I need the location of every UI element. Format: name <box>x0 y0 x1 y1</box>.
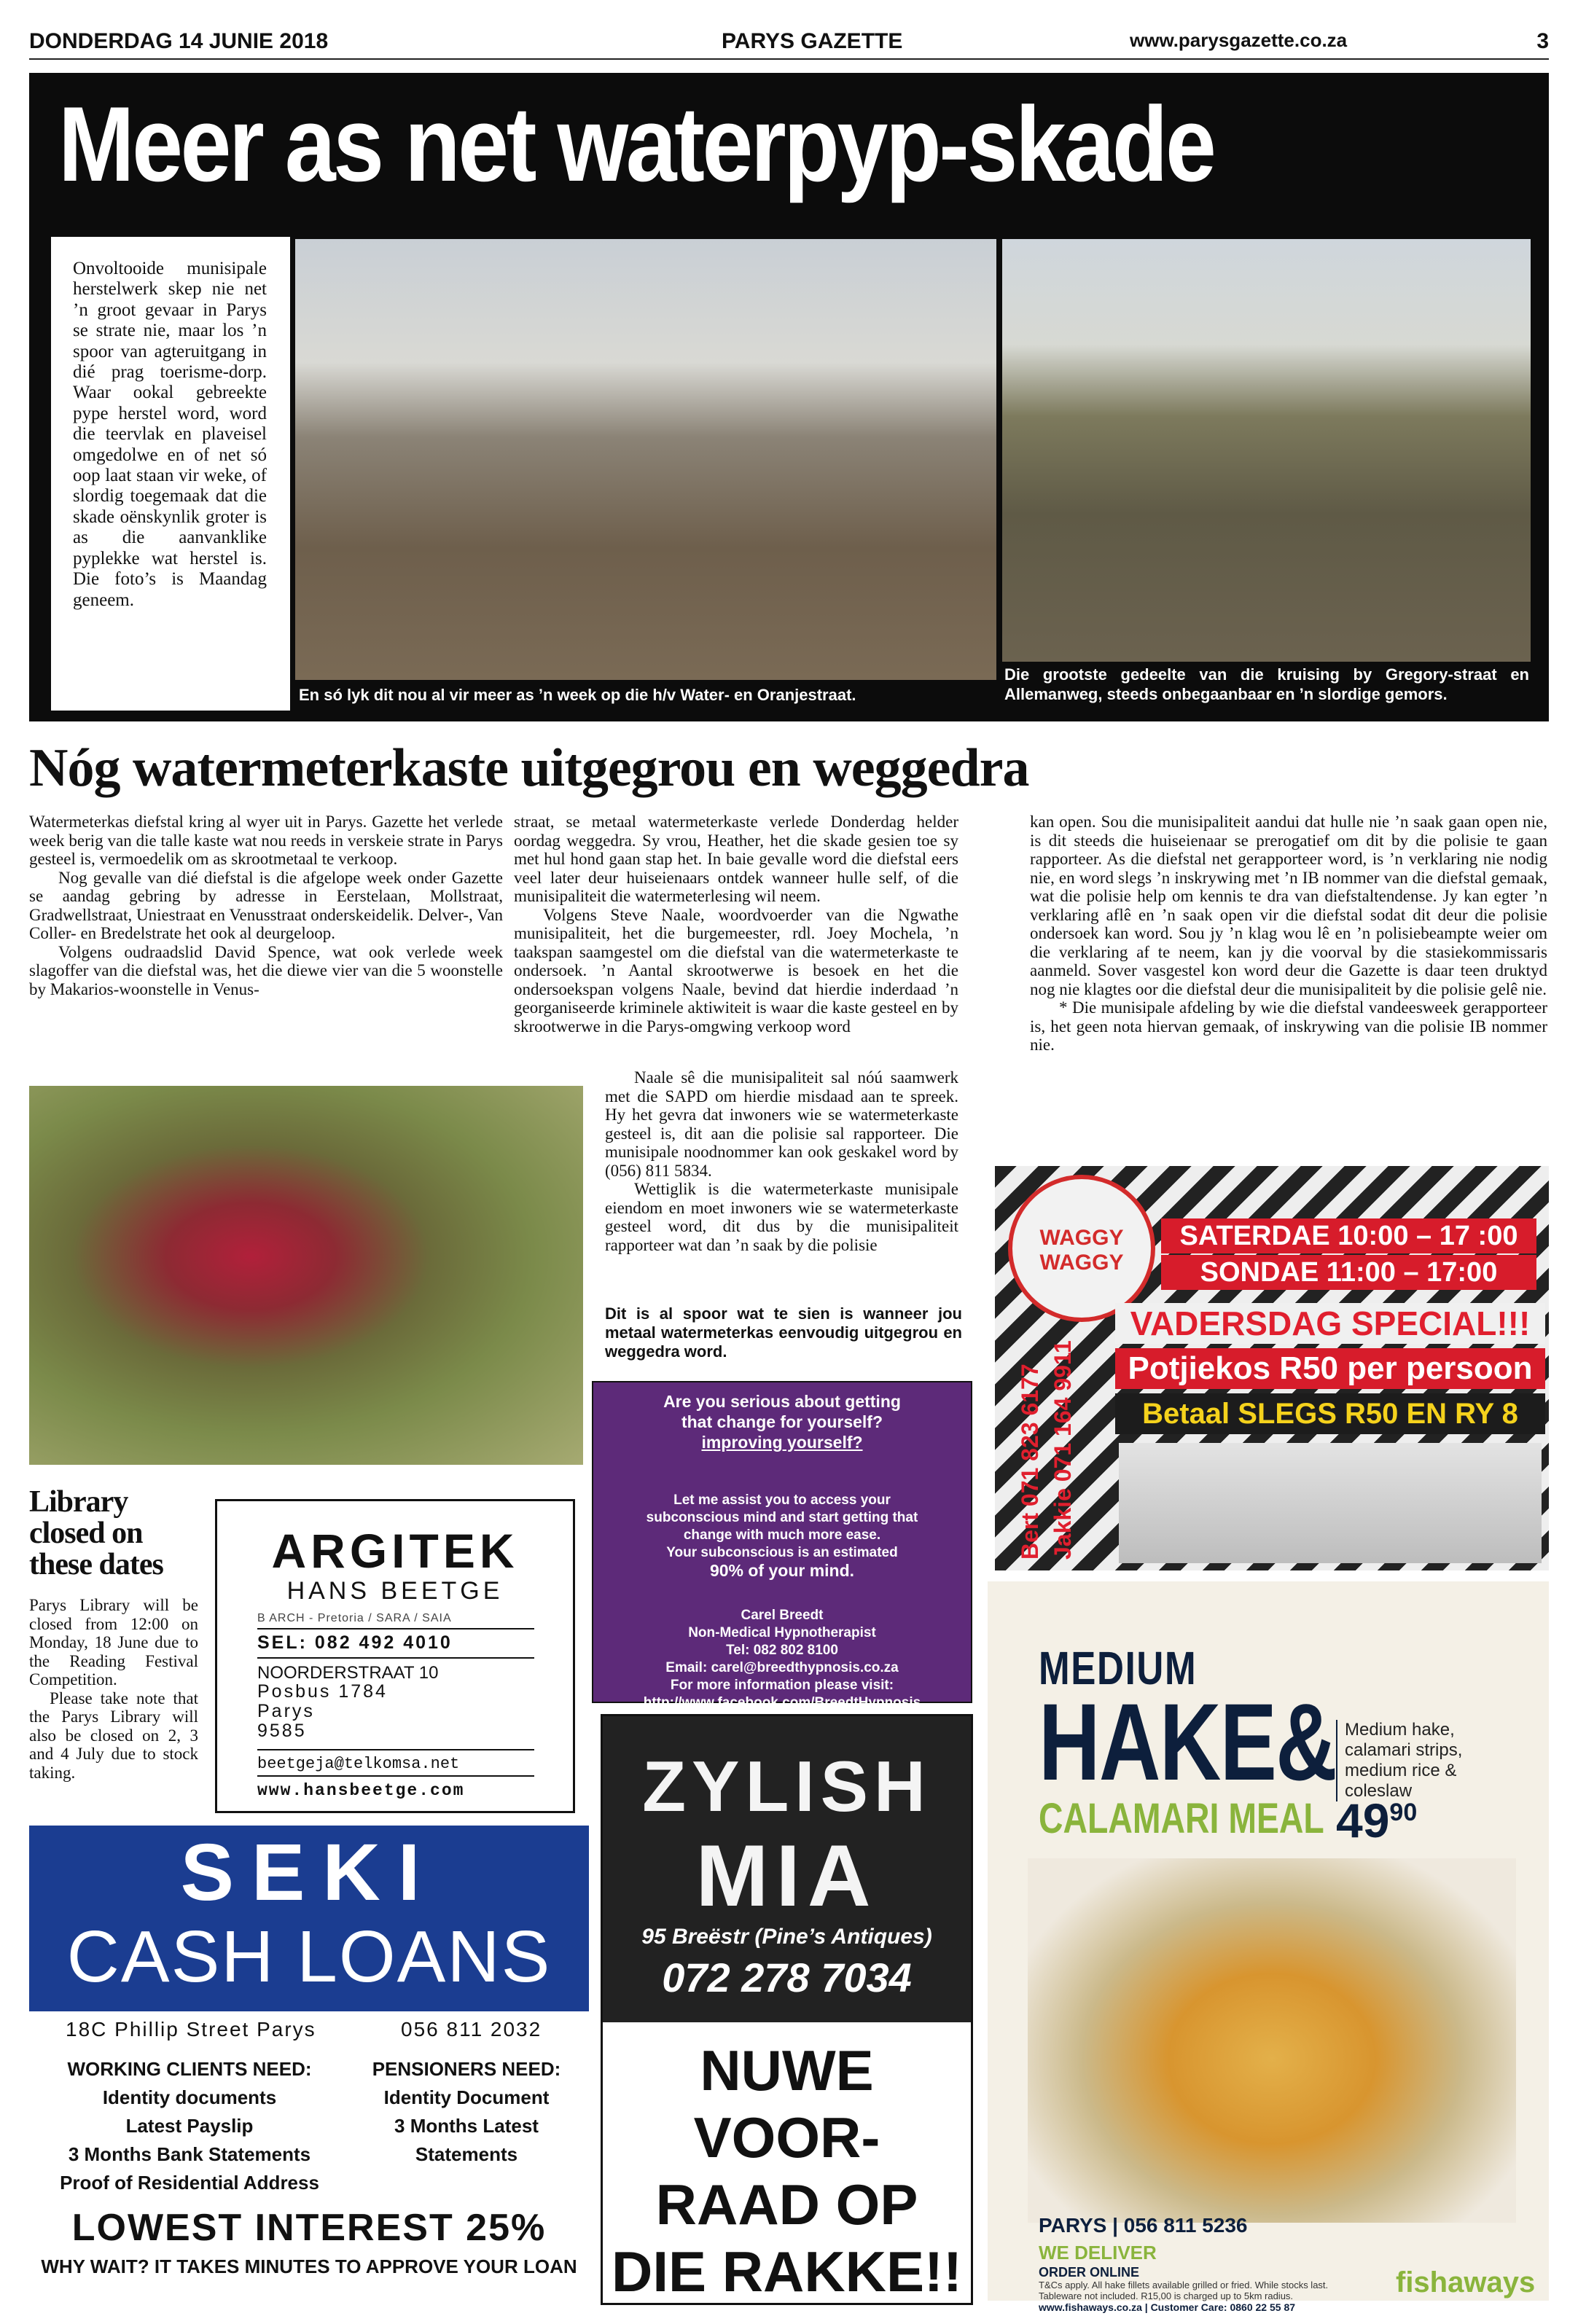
library-headline: Library closed on these dates <box>29 1485 163 1581</box>
tagline-line: RAAD OP <box>655 2172 918 2237</box>
zylish-phone: 072 278 7034 <box>662 1955 912 2000</box>
hypno-phone: Tel: 082 802 8100 <box>726 1643 838 1658</box>
fish-calamari: CALAMARI MEAL <box>1039 1795 1324 1842</box>
intro-text: Onvoltooide munisipale herstelwerk skep nie net ’n groot gevaar in Parys se strate nie, maar los ’n spoor van agteruitgang in dié prag toerisme-dorp. Waar ookal gebreekte pype herstel word, word die teervlak en plaveisel omgedolwe en of net só oop laat staan vir weke, of slordig toegemaak dat die skade oënskynlik groter is as die aanvanklike pyplekke wat herstel is. Die foto’s is Maandag geneem. <box>73 259 267 610</box>
argitek-postal <box>257 1682 476 1741</box>
seki-phone: 056 811 2032 <box>401 2018 542 2041</box>
tagline-line: DIE RAKKE!! <box>612 2239 962 2304</box>
paragraph: Please take note that the Parys Library will also be closed on 2, 3 and 4 July due to stock taking. <box>29 1689 198 1782</box>
seki-banner <box>29 1826 589 2011</box>
waggy-special: VADERSDAG SPECIAL!!! <box>1115 1303 1545 1344</box>
hypno-question <box>593 1382 971 1503</box>
hypno-line: improving yourself? <box>701 1433 863 1452</box>
fish-website[interactable]: www.fishaways.co.za | Customer Care: 0860 22 55 87 <box>1039 2301 1296 2313</box>
photo-caption-1: En só lyk dit nou al vir meer as ’n week op die h/v Water- en Oranjestraat. <box>299 686 856 704</box>
zylish-mia-ad <box>601 1714 973 2305</box>
list-heading: WORKING CLIENTS NEED: <box>67 2058 312 2080</box>
list-item: 3 Months Latest <box>394 2115 539 2137</box>
list-heading: PENSIONERS NEED: <box>372 2058 561 2080</box>
argitek-phone: SEL: 082 492 4010 <box>257 1632 453 1653</box>
hypno-line: subconscious mind and start getting that <box>646 1510 918 1525</box>
argitek-street: NOORDERSTRAAT 10 <box>257 1663 439 1683</box>
argitek-code: 9585 <box>257 1721 307 1741</box>
tagline-line: VOOR- <box>693 2105 880 2170</box>
seki-pensioner-list <box>350 2055 583 2169</box>
waggy-logo-text: WAGGY WAGGY <box>1039 1226 1124 1275</box>
argitek-ad <box>215 1499 575 1813</box>
fish-hake: HAKE& <box>1039 1681 1337 1803</box>
photo-caption-3: Dit is al spoor wat te sien is wanneer jou metaal watermeterkas eenvoudig uitgegrou en weggedra word. <box>605 1304 962 1361</box>
masthead <box>29 26 1549 60</box>
seki-subtitle: CASH LOANS <box>66 1916 552 1998</box>
hypnotherapy-ad <box>592 1381 972 1710</box>
list-item: 3 Months Bank Statements <box>68 2143 311 2165</box>
paper-name: PARYS GAZETTE <box>722 29 903 53</box>
fish-meal-image <box>1028 1858 1516 2223</box>
intro-box <box>51 237 290 711</box>
argitek-town: Parys <box>257 1701 315 1721</box>
paragraph: kan open. Sou die munisipaliteit aandui dat hulle nie ’n saak gaan open nie, is dit steeds die huiseienaar se prerogatief om dit by die polisie te gaan rapporteer. As die diefstal net gerapporteer word, is ’n verklaring nie nodig nie, en word slegs ’n inskrywing met ’n IB nommer van die diefstal gemaak, wat die polisie help om kennis te dra van diefstaltendense. Jy kan egter ’n verklaring aflê en ’n saak open vir die diefstal sodat dit deur die polisie ondersoek kan word. Sou jy ’n klag wou lê en ’n polisiebeampte weier om die verklaring af te neem, kan jy die voorval by die stasiekommissaris aanmeld. Sover vasgestel kon word deur die Gazette is daar teen druktyd nog nie klagtes oor die diefstal deur die munisipaliteit by die polisie gelê nie. <box>1030 813 1547 998</box>
divider <box>257 1657 534 1659</box>
hypno-line: Let me assist you to access your <box>673 1492 891 1508</box>
waggy-price: Betaal SLEGS R50 EN RY 8 <box>1115 1393 1545 1434</box>
price-main: 49 <box>1336 1793 1390 1847</box>
argitek-credentials: B ARCH - Pretoria / SARA / SAIA <box>257 1612 452 1624</box>
article-column-3 <box>1030 813 1547 1055</box>
divider <box>257 1749 534 1750</box>
fish-description: Medium hake, calamari strips, medium rice & coleslaw <box>1336 1720 1476 1801</box>
fish-price <box>1336 1793 1417 1848</box>
fish-medium: MEDIUM <box>1039 1642 1198 1694</box>
paragraph: Wettiglik is die watermeterkaste munisipale eiendom en moet inwoners wie se watermeterkaste gesteel word, dit dus by die munisipaliteit rapporteer wat dan ’n saak by die polisie <box>605 1180 958 1254</box>
waggy-karts-ad <box>995 1166 1549 1570</box>
hypno-more: For more information please visit: <box>670 1678 894 1693</box>
article-column-2-continued <box>605 1068 958 1254</box>
paragraph: Volgens Steve Naale, woordvoerder van die Ngwathe munisipaliteit, het die burgemeester, rdl. Joey Mochela, ’n taakspan saamgestel om die diefstal van die watermeterkaste te ondersoek. ’n Aantal skrootwerwe is besoek en het die ondersoekspan volgens Naale, bevind dat hierdie inderdaad ’n georganiseerde kriminele aktiwiteit is waar die kaste gesteel en by skrootwerwe in die Parys-omgwing verkoop word <box>514 905 958 1036</box>
zylish-name-2: MIA <box>695 1827 878 1925</box>
paragraph: Watermeterkas diefstal kring al wyer uit in Parys. Gazette het verlede week berig van die talle kaste wat nou reeds in verskeie strate in Parys gesteel is, vermoedelik om as skrootmetaal te verkoop. <box>29 813 503 868</box>
list-item: Proof of Residential Address <box>60 2172 319 2194</box>
divider <box>257 1628 534 1629</box>
library-text <box>29 1596 198 1782</box>
fish-branch-phone: PARYS | 056 811 5236 <box>1039 2214 1248 2237</box>
fishaways-ad <box>988 1581 1549 2313</box>
paragraph: Volgens oudraadslid David Spence, wat ook verlede week slagoffer van die diefstal was, het die diewe vier van die 5 woonstelle by Makarios-woonstelle in Venus- <box>29 942 503 998</box>
paragraph: * Die munisipale afdeling by wie die diefstal vandeesweek gerapporteer is, het geen nota hiervan gemaak, of inskrywing van die polisie IB nommer nie. <box>1030 998 1547 1054</box>
fish-order-online[interactable]: ORDER ONLINE <box>1039 2265 1140 2280</box>
go-kart-image <box>1119 1443 1542 1563</box>
waggy-contact-bert: Bert 071 823 6177 <box>1017 1364 1043 1560</box>
fish-deliver: WE DELIVER <box>1039 2242 1157 2264</box>
argitek-email[interactable]: beetgeja@telkomsa.net <box>257 1755 460 1773</box>
waggy-saturday-hours: SATERDAE 10:00 – 17 :00 <box>1161 1218 1536 1253</box>
list-item: Identity Document <box>383 2086 550 2108</box>
divider <box>257 1775 534 1777</box>
argitek-title: ARGITEK <box>271 1524 519 1578</box>
zylish-tagline <box>603 2037 971 2305</box>
website-link[interactable]: www.parysgazette.co.za <box>1130 29 1348 51</box>
hypno-email[interactable]: Email: carel@breedthypnosis.co.za <box>665 1660 899 1675</box>
hypno-role: Non-Medical Hypnotherapist <box>688 1625 876 1640</box>
hypno-line: 90% of your mind. <box>709 1561 855 1580</box>
photo-intersection <box>1002 239 1531 662</box>
paragraph: Naale sê die munisipaliteit sal nóú saamwerk met die SAPD om hierdie misdaad aan te spreek. Hy het gevra dat inwoners wie se watermeterkaste gesteel is, dit aan die polisie sal rapporteer. Die munisipale noodnommer kan ook geskakel word by (056) 811 5834. <box>605 1068 958 1180</box>
waggy-contact-jakkie: Jakkie 071 164 9911 <box>1050 1340 1076 1560</box>
waggy-sunday-hours: SONDAE 11:00 – 17:00 <box>1161 1255 1536 1290</box>
argitek-website[interactable]: www.hansbeetge.com <box>257 1781 465 1800</box>
zylish-banner <box>603 1716 971 2022</box>
seki-ad <box>29 1826 589 2301</box>
issue-date: DONDERDAG 14 JUNIE 2018 <box>29 29 329 53</box>
seki-working-list <box>36 2055 343 2197</box>
list-item: Identity documents <box>102 2086 277 2108</box>
page-number: 3 <box>1536 29 1549 53</box>
zylish-address: 95 Breëstr (Pine’s Antiques) <box>641 1925 932 1949</box>
seki-address: 18C Phillip Street Parys <box>66 2018 316 2041</box>
argitek-name: HANS BEETGE <box>286 1577 504 1605</box>
price-cents: 90 <box>1389 1799 1418 1826</box>
hypno-line: Your subconscious is an estimated <box>666 1545 898 1560</box>
argitek-postbox: Posbus 1784 <box>257 1681 388 1702</box>
seki-interest: LOWEST INTEREST 25% <box>71 2207 547 2249</box>
hypno-name: Carel Breedt <box>741 1608 824 1623</box>
article-column-2 <box>514 813 958 1036</box>
photo-street-trench <box>295 239 996 680</box>
hypno-contact <box>593 1607 971 1712</box>
paragraph: straat, se metaal watermeterkaste verlede Donderdag helder oordag weggedra. Sy vrou, Heather, het die skade gesien toe sy met hul hond gaan stap het. In baie gevalle word die diefstal eers veel later deur huiseienaars ontdek wanneer hulle self, of die munisipaliteit die watermeterlesing wil neem. <box>514 813 958 905</box>
feature-box <box>29 73 1549 721</box>
list-item: Latest Payslip <box>125 2115 254 2137</box>
tagline-line: NUWE <box>700 2038 874 2102</box>
list-item: Statements <box>415 2143 518 2165</box>
fish-terms: T&Cs apply. All hake fillets available grilled or fried. While stocks last. Tableware not included. R15,00 is charged up to 5km radius. <box>1039 2280 1329 2301</box>
photo-meter-hole <box>29 1086 583 1465</box>
seki-tagline: WHY WAIT? IT TAKES MINUTES TO APPROVE YOUR LOAN <box>41 2255 577 2277</box>
paragraph: Parys Library will be closed from 12:00 on Monday, 18 June due to the Reading Festival Competition. <box>29 1596 198 1689</box>
article-column-1 <box>29 813 503 998</box>
hypno-line: change with much more ease. <box>683 1527 881 1543</box>
zylish-name: ZYLISH <box>642 1746 931 1826</box>
hypno-pitch <box>593 1492 971 1579</box>
seki-name: SEKI <box>180 1828 438 1917</box>
fishaways-logo: fishaways <box>1396 2266 1536 2298</box>
hypno-facebook[interactable]: http://www.facebook.com/BreedtHypnosis <box>643 1695 921 1710</box>
hypno-line: that change for yourself? <box>681 1412 883 1431</box>
paragraph: Nog gevalle van dié diefstal is die afgelope week onder Gazette se aandag gebring by adresse in Eerstelaan, Mollstraat, Gradwellstraat, Uniestraat en Venusstraat onderskeidelik. Delver-, Van Coller- en Bredelstrate het ook al deurgeloop. <box>29 868 503 942</box>
hypno-line: Are you serious about getting <box>663 1392 901 1411</box>
article-headline: Nóg watermeterkaste uitgegrou en weggedra <box>29 738 1029 798</box>
feature-headline: Meer as net waterpyp-skade <box>58 85 1214 203</box>
waggy-potjiekos: Potjiekos R50 per persoon <box>1115 1348 1545 1389</box>
photo-caption-2: Die grootste gedeelte van die kruising by Gregory-straat en Allemanweg, steeds onbegaanbaar en ’n slordige gemors. <box>1004 665 1529 703</box>
